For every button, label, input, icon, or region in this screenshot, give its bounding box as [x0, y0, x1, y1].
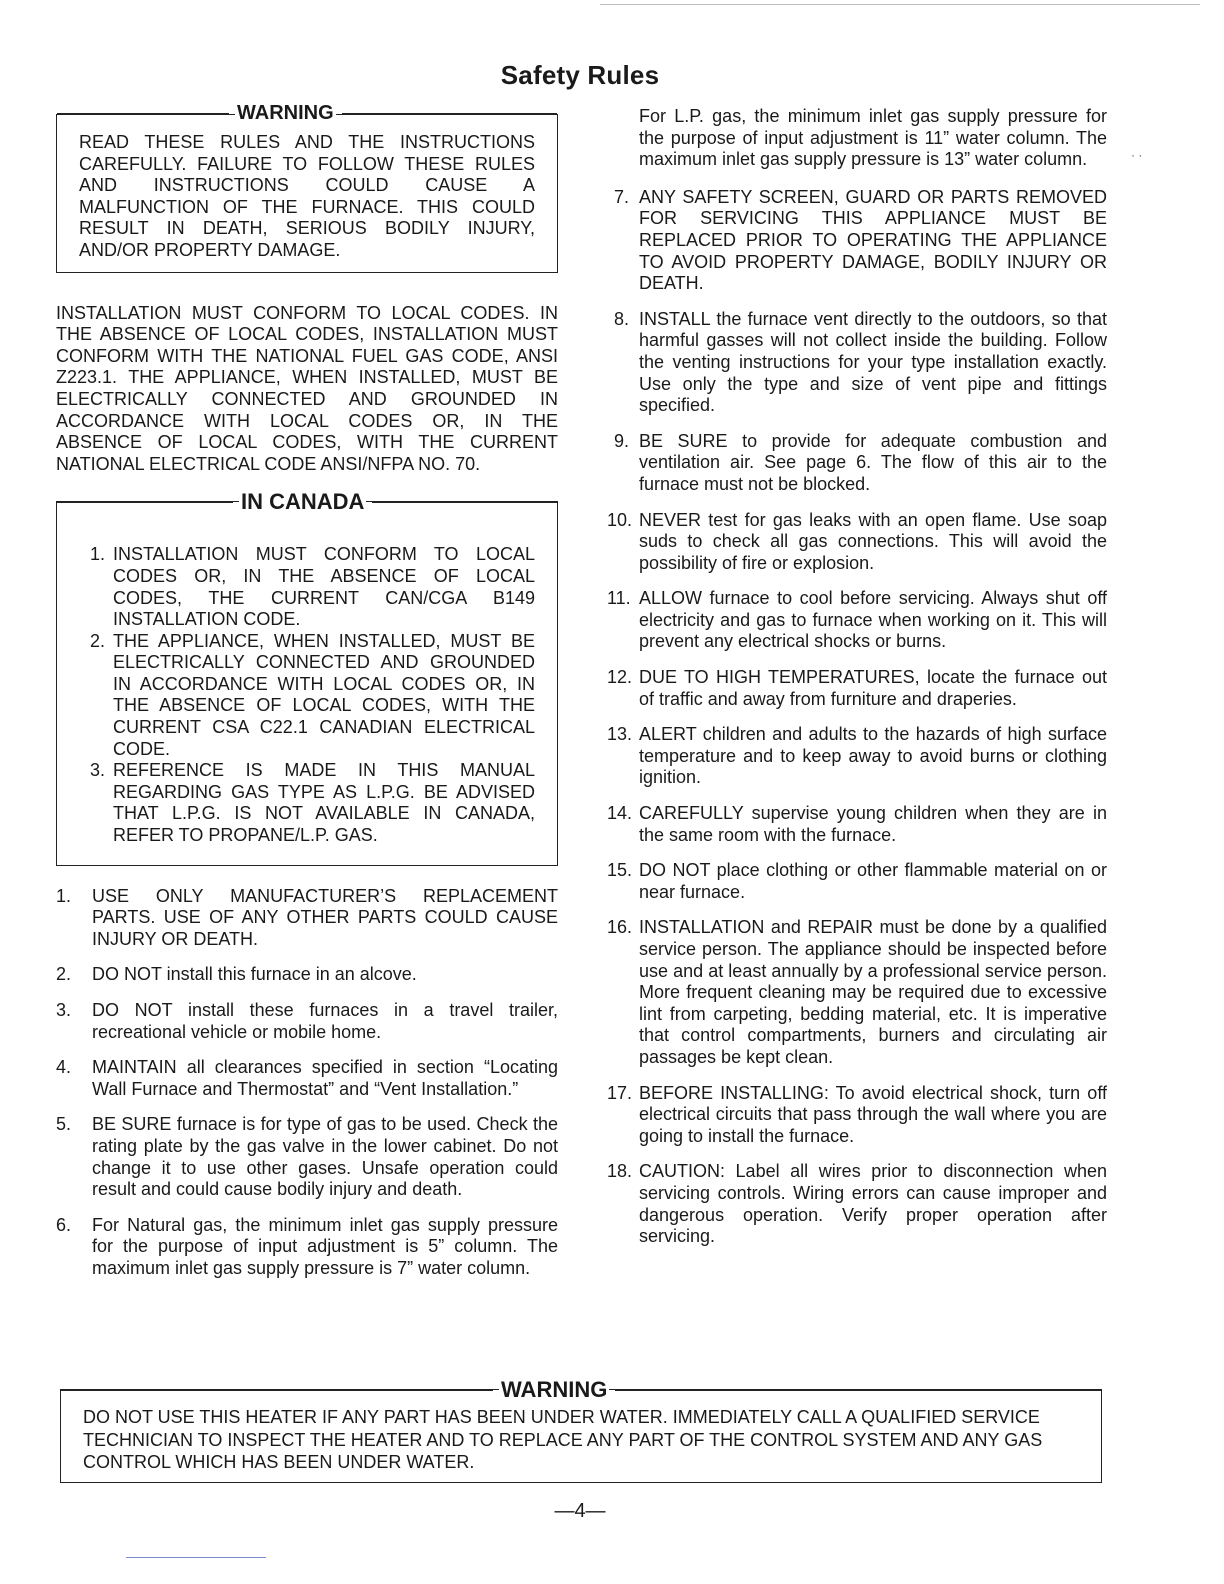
list-item: 5. BE SURE furnace is for type of gas to be used. Check the rating plate by the gas valve in the lower cabinet. Do not change it to use other gases. Unsafe operation could result and could cause bodily injury and death. [56, 1114, 558, 1200]
rules-list-left [56, 886, 558, 1280]
installation-paragraph: INSTALLATION MUST CONFORM TO LOCAL CODES. IN THE ABSENCE OF LOCAL CODES, INSTALLATION MUST CONFORM WITH THE NATIONAL FUEL GAS CODE, ANSI Z223.1. THE APPLIANCE, WHEN INSTALLED, MUST BE ELECTRICALLY CONNECTED AND GROUNDED IN ACCORDANCE WITH LOCAL CODES OR, IN THE ABSENCE OF LOCAL CODES, WITH THE CURRENT NATIONAL ELECTRICAL CODE ANSI/NFPA NO. 70. [56, 302, 558, 474]
bottom-warning-box [60, 1377, 1102, 1483]
canada-box-header [57, 489, 557, 515]
list-item: 14. CAREFULLY supervise young children when they are in the same room with the furnace. [607, 803, 1107, 845]
page-number: —4— [554, 1500, 606, 1522]
rule-6-continued: For L.P. gas, the minimum inlet gas supply pressure for the purpose of input adjustment is 11” water column. The maximum inlet gas supply pressure is 13” water column. [639, 106, 1107, 170]
rules-list-right [607, 187, 1107, 1248]
list-item: 3. REFERENCE IS MADE IN THIS MANUAL REGARDING GAS TYPE AS L.P.G. BE ADVISED THAT L.P.G. IS NOT AVAILABLE IN CANADA, REFER TO PROPANE/L.P. GAS. [89, 760, 535, 846]
list-item: 15. DO NOT place clothing or other flammable material on or near furnace. [607, 860, 1107, 902]
canada-box-title: IN CANADA [241, 489, 365, 515]
list-item: 3. DO NOT install these furnaces in a travel trailer, recreational vehicle or mobile home. [56, 1000, 558, 1042]
list-item: 8. INSTALL the furnace vent directly to the outdoors, so that harmful gasses will not collect inside the building. Follow the venting instructions for your type installation exactly. Use only the type and size of vent pipe and fittings specified. [613, 308, 1107, 416]
warning-box [56, 102, 558, 273]
canada-list [79, 544, 535, 846]
list-item: 1. INSTALLATION MUST CONFORM TO LOCAL CODES OR, IN THE ABSENCE OF LOCAL CODES, THE CURRENT CAN/CGA B149 INSTALLATION CODE. [89, 544, 535, 630]
scan-mark: · · [1131, 148, 1143, 162]
list-item: 4. MAINTAIN all clearances specified in section “Locating Wall Furnace and Thermostat” and “Vent Installation.” [56, 1057, 558, 1099]
list-item: 12. DUE TO HIGH TEMPERATURES, locate the furnace out of traffic and away from furniture and draperies. [607, 667, 1107, 709]
list-item: 13. ALERT children and adults to the hazards of high surface temperature and to keep away to avoid burns or clothing ignition. [607, 724, 1107, 788]
top-edge-line [600, 4, 1200, 5]
list-item: 11. ALLOW furnace to cool before servicing. Always shut off electricity and gas to furnace when working on it. This will prevent any electrical shocks or burns. [607, 588, 1107, 652]
list-item: 17. BEFORE INSTALLING: To avoid electrical shock, turn off electrical circuits that pass through the wall where you are going to install the furnace. [607, 1082, 1107, 1146]
list-item: 2. THE APPLIANCE, WHEN INSTALLED, MUST BE ELECTRICALLY CONNECTED AND GROUNDED IN ACCORDANCE WITH LOCAL CODES OR, IN THE ABSENCE OF LOCAL CODES, WITH THE CURRENT CSA C22.1 CANADIAN ELECTRICAL CODE. [89, 630, 535, 759]
bottom-warning-title: WARNING [501, 1377, 608, 1402]
list-item: 7. ANY SAFETY SCREEN, GUARD OR PARTS REMOVED FOR SERVICING THIS APPLIANCE MUST BE REPLACED PRIOR TO OPERATING THE APPLIANCE TO AVOID PROPERTY DAMAGE, BODILY INJURY OR DEATH. [613, 186, 1107, 294]
list-item: 6. For Natural gas, the minimum inlet gas supply pressure for the purpose of input adjustment is 5” column. The maximum inlet gas supply pressure is 7” water column. [56, 1214, 558, 1278]
list-item: 16. INSTALLATION and REPAIR must be done by a qualified service person. The appliance should be inspected before use and at least annually by a professional service person. More frequent cleaning may be required due to excessive lint from carpeting, bedding material, etc. It is imperative that control compartments, burners and circulating air passages be kept clean. [607, 917, 1107, 1067]
warning-box-title: WARNING [237, 102, 334, 124]
warning-box-text: READ THESE RULES AND THE INSTRUCTIONS CAREFULLY. FAILURE TO FOLLOW THESE RULES AND INSTRUCTIONS COULD CAUSE A MALFUNCTION OF THE FURNACE. THIS COULD RESULT IN DEATH, SERIOUS BODILY INJURY, AND/OR PROPERTY DAMAGE. [79, 132, 535, 260]
list-item: 10. NEVER test for gas leaks with an open flame. Use soap suds to check all gas connections. This will avoid the possibility of fire or explosion. [607, 509, 1107, 573]
page-title: Safety Rules [500, 60, 660, 90]
list-item: 2. DO NOT install this furnace in an alcove. [56, 964, 417, 985]
right-column [607, 106, 1107, 1262]
list-item: 18. CAUTION: Label all wires prior to disconnection when servicing controls. Wiring errors can cause improper and dangerous operation. Verify proper operation after servicing. [607, 1161, 1107, 1247]
bottom-warning-header [61, 1377, 1101, 1403]
bottom-edge-line [126, 1557, 266, 1558]
list-item: 1. USE ONLY MANUFACTURER’S REPLACEMENT PARTS. USE OF ANY OTHER PARTS COULD CAUSE INJURY OR DEATH. [56, 885, 558, 949]
canada-box [56, 489, 558, 865]
left-column [56, 102, 558, 1294]
bottom-warning-text: DO NOT USE THIS HEATER IF ANY PART HAS BEEN UNDER WATER. IMMEDIATELY CALL A QUALIFIED SERVICE TECHNICIAN TO INSPECT THE HEATER AND TO REPLACE ANY PART OF THE CONTROL SYSTEM AND ANY GAS CONTROL WHICH HAS BEEN UNDER WATER. [83, 1407, 1043, 1472]
warning-box-header [57, 102, 557, 125]
list-item: 9. BE SURE to provide for adequate combustion and ventilation air. See page 6. The flow of this air to the furnace must not be blocked. [613, 430, 1107, 494]
